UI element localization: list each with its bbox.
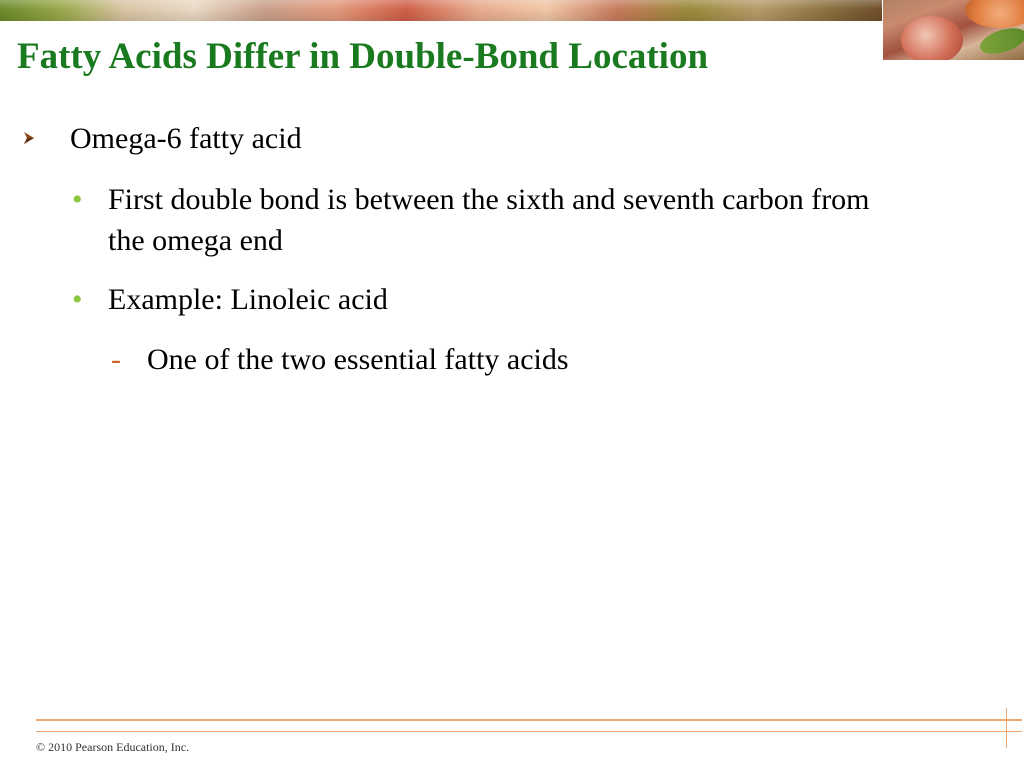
arrowhead-bullet-icon [22, 131, 36, 145]
footer-copyright: © 2010 Pearson Education, Inc. [36, 740, 190, 754]
bullet-omega-6: Omega-6 fatty acid [70, 122, 302, 155]
bullet-dot-icon: • [72, 283, 83, 316]
footer-rule [36, 719, 1022, 721]
bullet-example-linoleic: Example: Linoleic acid [108, 283, 388, 316]
corner-food-photo [883, 0, 1024, 60]
bullet-dash-icon: - [111, 343, 121, 376]
decorative-food-banner [0, 0, 882, 21]
slide-title: Fatty Acids Differ in Double-Bond Location [17, 36, 709, 77]
leaf-shape [977, 23, 1024, 59]
footer-tick-mark [1006, 708, 1007, 748]
bullet-first-double-bond: First double bond is between the sixth and seventh carbon from the omega end [108, 183, 870, 257]
tomato-shape [901, 16, 963, 60]
carrot-shape [965, 0, 1024, 28]
footer-rule-thin [36, 731, 1022, 732]
bullet-dot-icon: • [72, 183, 83, 216]
bullet-essential-fatty-acids: One of the two essential fatty acids [147, 343, 569, 376]
